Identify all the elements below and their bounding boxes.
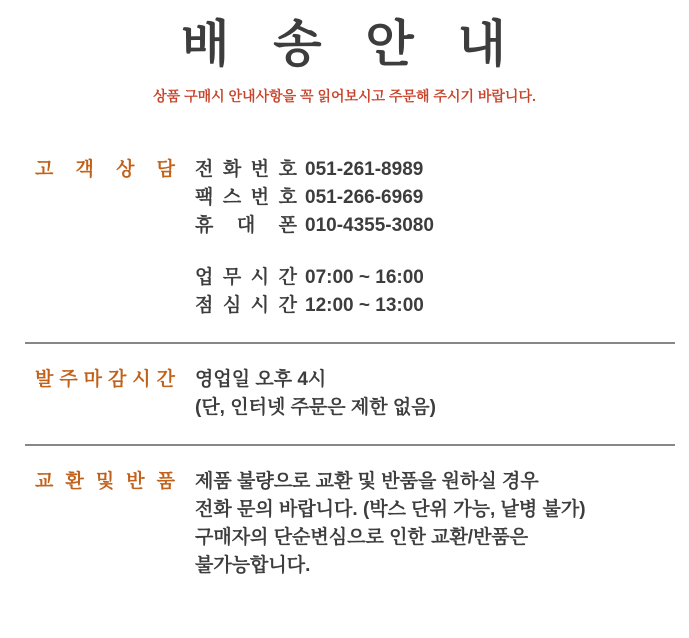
info-value-phone: 051-261-8989 xyxy=(305,159,424,180)
text-line: 전화 문의 바랍니다. (박스 단위 가능, 낱병 불가) xyxy=(195,499,586,520)
info-row-business-hours xyxy=(195,264,434,292)
section-label-customer-service: 고 객 상 담 xyxy=(35,159,175,180)
info-key-fax: 팩 스 번 호 xyxy=(195,187,297,208)
text-line: (단, 인터넷 주문은 제한 없음) xyxy=(195,397,436,418)
page-title: 배 송 안 내 xyxy=(181,16,508,72)
info-value-lunch-hours: 12:00 ~ 13:00 xyxy=(305,295,424,316)
info-key-phone: 전 화 번 호 xyxy=(195,159,297,180)
info-value-fax: 051-266-6969 xyxy=(305,187,424,208)
customer-service-content xyxy=(195,156,434,320)
divider xyxy=(25,342,675,344)
text-line: 불가능합니다. xyxy=(195,555,311,576)
page-subtitle: 상품 구매시 안내사항을 꼭 읽어보시고 주문해 주시기 바랍니다. xyxy=(153,88,536,104)
info-value-mobile: 010-4355-3080 xyxy=(305,215,434,236)
info-row-fax xyxy=(195,184,434,212)
info-row-mobile xyxy=(195,212,434,240)
section-order-deadline xyxy=(0,366,689,422)
info-key-business-hours: 업 무 시 간 xyxy=(195,267,297,288)
section-customer-service xyxy=(0,156,689,320)
exchange-returns-content xyxy=(195,468,586,580)
section-exchange-returns xyxy=(0,468,689,580)
info-row-phone xyxy=(195,156,434,184)
section-label-exchange-returns: 교 환 및 반 품 xyxy=(35,471,175,492)
divider xyxy=(25,444,675,446)
info-value-business-hours: 07:00 ~ 16:00 xyxy=(305,267,424,288)
text-line: 구매자의 단순변심으로 인한 교환/반품은 xyxy=(195,527,529,548)
text-line: 영업일 오후 4시 xyxy=(195,369,327,390)
info-key-lunch-hours: 점 심 시 간 xyxy=(195,295,297,316)
info-key-mobile: 휴 대 폰 xyxy=(195,215,297,236)
info-row-lunch-hours xyxy=(195,292,434,320)
order-deadline-content xyxy=(195,366,436,422)
section-label-order-deadline: 발 주 마 감 시 간 xyxy=(35,369,175,390)
text-line: 제품 불량으로 교환 및 반품을 원하실 경우 xyxy=(195,471,539,492)
